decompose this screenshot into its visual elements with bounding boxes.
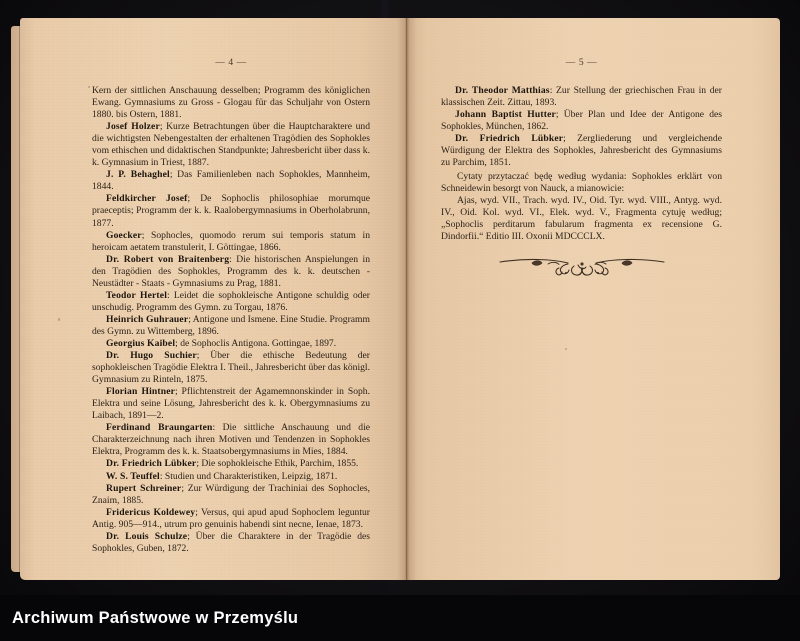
- entry-author-name: Dr. Friedrich Lübker: [106, 458, 197, 470]
- entry-citation-text: ; Zur Würdigung der Trachiniai des Sophocles, Znaim, 1885.: [92, 482, 370, 506]
- entry-author-name: Feldkircher Josef: [106, 193, 188, 205]
- entry-author-name: W. S. Teuffel: [106, 470, 160, 482]
- verso-text-column: [92, 58, 370, 555]
- entry-citation-text: ; Das Familienleben nach Sophokles, Mannheim, 1844.: [92, 169, 370, 193]
- bibliography-entry: [92, 121, 370, 169]
- paper-speck: [88, 86, 90, 88]
- entry-author-name: Josef Holzer: [106, 121, 160, 133]
- entry-citation-text: : Die historischen Anspielungen in den Tragödien des Sophokles, Programm des k. k. deutschen - Neustädter - Staats - Gymnasiums zu Prag, 1881.: [92, 253, 371, 289]
- archive-watermark-label: Archiwum Państwowe w Przemyślu: [12, 608, 299, 627]
- bibliography-entry: [92, 338, 370, 350]
- entry-citation-text: ; Über die ethische Bedeutung der sophokleischen Tragödie Elektra I. Theil., Jahresbericht über das königl. Gymnasium zu Rinteln, 1875.: [92, 350, 370, 386]
- entry-author-name: Johann Baptist Hutter: [455, 109, 556, 121]
- bibliography-entry: [92, 254, 370, 290]
- bibliography-entry: [92, 507, 370, 531]
- entry-citation-text: ; De Sophoclis philosophiae morumque praeceptis; Programm der k. k. Raalobergymnasiums in Oberholabrunn, 1877.: [92, 193, 371, 229]
- entry-citation-text: ; Über Plan und Idee der Antigone des Sophokles, München, 1862.: [441, 109, 722, 133]
- editorial-note-paragraph: Ajas, wyd. VII., Trach. wyd. IV., Oid. Tyr. wyd. VIII., Antyg. wyd. IV., Oid. Kol. wyd. VI., Elek. wyd. V., Fragmenta cytuję według; „Sophoclis perditarum fabularum fragmenta ex recensione G. Dindorfii.“ Editio III. Oxonii MDCCCLX.: [441, 194, 722, 243]
- bibliography-entry: [92, 230, 370, 254]
- entry-author-name: J. P. Behaghel: [106, 169, 170, 181]
- entry-author-name: Florian Hintner: [106, 386, 176, 398]
- entry-author-name: Teodor Hertel: [106, 289, 168, 301]
- entry-citation-text: ; Zergliederung und vergleichende Würdigung der Elektra des Sophokles, Jahresbericht des Gymnasiums zu Parchim, 1851.: [441, 133, 722, 169]
- entry-author-name: Georgius Kaibel: [106, 337, 176, 349]
- recto-editorial-note: [441, 171, 722, 243]
- verso-folio-number: — 4 —: [215, 58, 247, 68]
- bibliography-entry: [92, 386, 370, 422]
- paper-speck: [58, 318, 60, 321]
- entry-author-name: Dr. Friedrich Lübker: [455, 133, 564, 145]
- entry-citation-text: ; Kurze Betrachtungen über die Hauptcharaktere und die wichtigsten Nebengestalten der erhaltenen Tragödien des Sophokles vom ethischen und didaktischen Standpunkte; Jahresbericht über dass k. k. Gymnasium in Triest, 1887.: [92, 121, 370, 169]
- bibliography-entry: [92, 350, 370, 386]
- bibliography-entry: [92, 483, 370, 507]
- bibliography-entry: [441, 85, 722, 109]
- bibliography-entry: [441, 109, 722, 133]
- entry-citation-text: ; Die sophokleische Ethik, Parchim, 1855.: [196, 458, 359, 470]
- entry-citation-text: : Die sittliche Anschauung und die Charakterzeichnung nach ihren Motiven und Tendenzen in Sophokles Elektra, Programm des k. k. Staatsobergymnasiums in Mies, 1884.: [92, 422, 370, 458]
- bibliography-entry: [92, 169, 370, 193]
- recto-bibliography-list: [441, 85, 722, 169]
- entry-author-name: Heinrich Guhrauer: [106, 313, 189, 325]
- bibliography-entry: [92, 85, 370, 121]
- bibliography-entry: [92, 531, 370, 555]
- bibliography-entry: [92, 458, 370, 470]
- entry-author-name: Ferdinand Braungarten: [106, 422, 213, 434]
- entry-author-name: Dr. Theodor Matthias: [455, 85, 550, 96]
- entry-author-name: Dr. Robert von Braitenberg: [106, 253, 230, 265]
- book-binding-top: [381, 0, 389, 20]
- entry-citation-text: : Studien und Charakteristiken, Leipzig, 1871.: [159, 470, 338, 482]
- entry-citation-text: ; Versus, qui apud apud Sophoclem leguntur Antig. 905—914., utrum pro genuinis habendi sint necne, Ienae, 1873.: [92, 506, 370, 530]
- entry-citation-text: ; de Sophoclis Antigona. Gottingae, 1897.: [175, 337, 337, 349]
- paper-speck: [565, 348, 567, 350]
- entry-author-name: Dr. Louis Schulze: [106, 530, 188, 542]
- recto-text-column: [441, 58, 722, 243]
- entry-citation-text: : Zur Stellung der griechischen Frau in der klassischen Zeit. Zittau, 1893.: [441, 85, 722, 109]
- bibliography-entry: [92, 314, 370, 338]
- floral-flourish-divider-icon: [441, 252, 722, 286]
- bibliography-entry: [92, 290, 370, 314]
- entry-author-name: Rupert Schreiner: [106, 482, 182, 494]
- recto-folio-number: — 5 —: [565, 58, 598, 68]
- bibliography-entry: [92, 471, 370, 483]
- bibliography-entry: [92, 422, 370, 458]
- entry-citation-text: ; Über die Charaktere in der Tragödie des Sophokles, Guben, 1872.: [92, 530, 370, 554]
- entry-author-name: Fridericus Koldewey: [106, 506, 196, 518]
- entry-citation-text: ; Antigone und Ismene. Eine Studie. Programm des Gymn. zu Wittemberg, 1896.: [92, 313, 370, 337]
- entry-citation-text: Kern der sittlichen Anschauung desselben; Programm des königlichen Ewang. Gymnasiums zu Gross - Glogau für das Schuljahr von Ostern 1880. bis Ostern, 1881.: [92, 85, 370, 121]
- verso-bibliography-list: [92, 85, 370, 555]
- bibliography-entry: [441, 133, 722, 169]
- bibliography-entry: [92, 193, 370, 229]
- editorial-note-paragraph: Cytaty przytaczać będę według wydania: Sophokles erklärt von Schneidewin besorgt von Nauck, a mianowicie:: [441, 170, 722, 194]
- entry-citation-text: ; Sophocles, quomodo rerum sui temporis statum in heroicam aetatem transtulerit, I. Göttingae, 1866.: [92, 229, 370, 253]
- entry-author-name: Goecker: [106, 229, 142, 241]
- entry-author-name: Dr. Hugo Suchier: [106, 350, 197, 362]
- archive-watermark-bar: [0, 595, 800, 641]
- entry-citation-text: ; Pflichtenstreit der Agamemnonskinder in Soph. Elektra und seine Lösung, Jahresbericht des k. k. Obergymnasiums zu Laibach, 1891—2.: [92, 386, 370, 422]
- entry-citation-text: : Leidet die sophokleische Antigone schuldig oder unschudig. Programm des Gymn. zu Torgau, 1876.: [92, 289, 370, 313]
